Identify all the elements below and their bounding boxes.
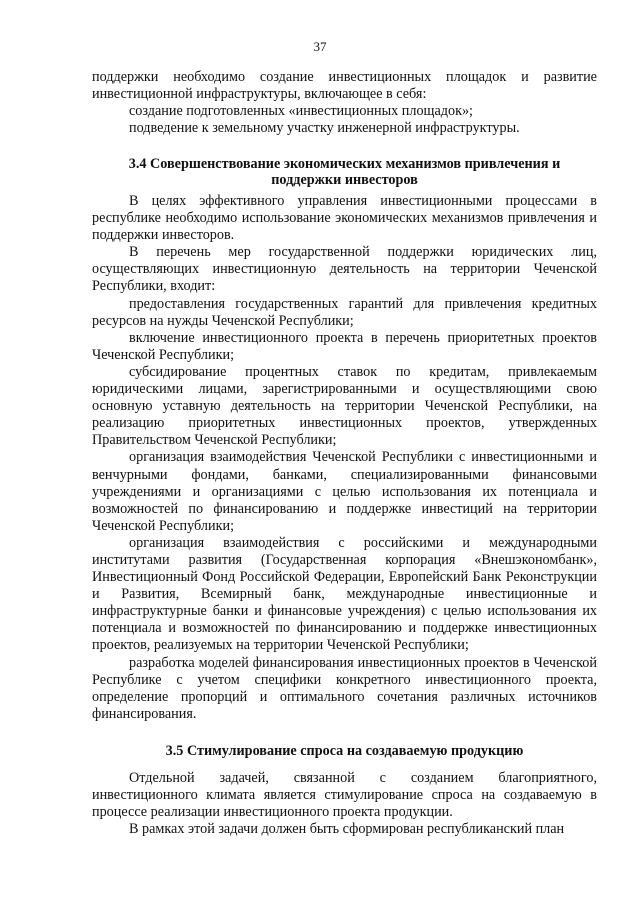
paragraph: предоставления государственных гарантий для привлечения кредитных ресурсов на нужды Чеченской Республики; <box>92 295 597 329</box>
section-heading: 3.5 Стимулирование спроса на создаваемую продукцию <box>165 743 524 759</box>
section-3-5-body <box>92 770 597 838</box>
paragraph: субсидирование процентных ставок по кредитам, привлекаемым юридическими лицами, зарегистрированными и осуществляющими свою основную уставную деятельность на территории Чеченской Республики, на реализацию приоритетных инвестиционных проектов, утвержденных Правительством Чеченской Республики; <box>92 363 597 449</box>
section-heading-line: поддержки инвесторов <box>271 172 418 188</box>
paragraph: В рамках этой задачи должен быть сформирован республиканский план <box>129 821 565 838</box>
intro-block <box>92 69 597 137</box>
intro-list-item: подведение к земельному участку инженерной инфраструктуры. <box>129 120 520 137</box>
paragraph: включение инвестиционного проекта в перечень приоритетных проектов Чеченской Республики; <box>92 329 597 363</box>
paragraph: Отдельной задачей, связанной с созданием благоприятного, инвестиционного климата является стимулирование спроса на создаваемую в процессе реализации инвестиционного проекта продукции. <box>92 770 597 821</box>
paragraph: разработка моделей финансирования инвестиционных проектов в Чеченской Республике с учетом специфики конкретного инвестиционного проекта, определение пропорций и оптимального сочетания различных источников финансирования. <box>92 654 597 722</box>
page-number: 37 <box>313 39 327 54</box>
paragraph: организация взаимодействия с российскими и международными институтами развития (Государственная корпорация «Внешэкономбанк», Инвестиционный Фонд Российской Федерации, Европейский Банк Реконструкции и Развития, Всемирный банк, международные инвестиционные и инфраструктурные банки и финансовые учреждения) с целью использования их потенциала и возможностей по финансированию и поддержке инвестиционных проектов, реализуемых на территории Чеченской Республики; <box>92 534 597 654</box>
section-3-4-body <box>92 193 597 723</box>
section-heading-3-4 <box>92 156 597 188</box>
section-heading-3-5 <box>92 743 597 759</box>
intro-list-item: создание подготовленных «инвестиционных площадок»; <box>129 103 474 120</box>
paragraph: В перечень мер государственной поддержки юридических лиц, осуществляющих инвестиционную деятельность на территории Чеченской Республики, входит: <box>92 244 597 295</box>
section-heading-line: 3.4 Совершенствование экономических механизмов привлечения и <box>128 156 561 172</box>
paragraph: В целях эффективного управления инвестиционными процессами в республике необходимо использование экономических механизмов привлечения и поддержки инвесторов. <box>92 193 597 244</box>
intro-paragraph: поддержки необходимо создание инвестиционных площадок и развитие инвестиционной инфраструктуры, включающее в себя: <box>92 69 597 103</box>
paragraph: организация взаимодействия Чеченской Республики с инвестиционными и венчурными фондами, банками, специализированными финансовыми учреждениями и организациями с целью использования их потенциала и возможностей по финансированию и поддержке инвестиций на территории Чеченской Республики; <box>92 449 597 534</box>
